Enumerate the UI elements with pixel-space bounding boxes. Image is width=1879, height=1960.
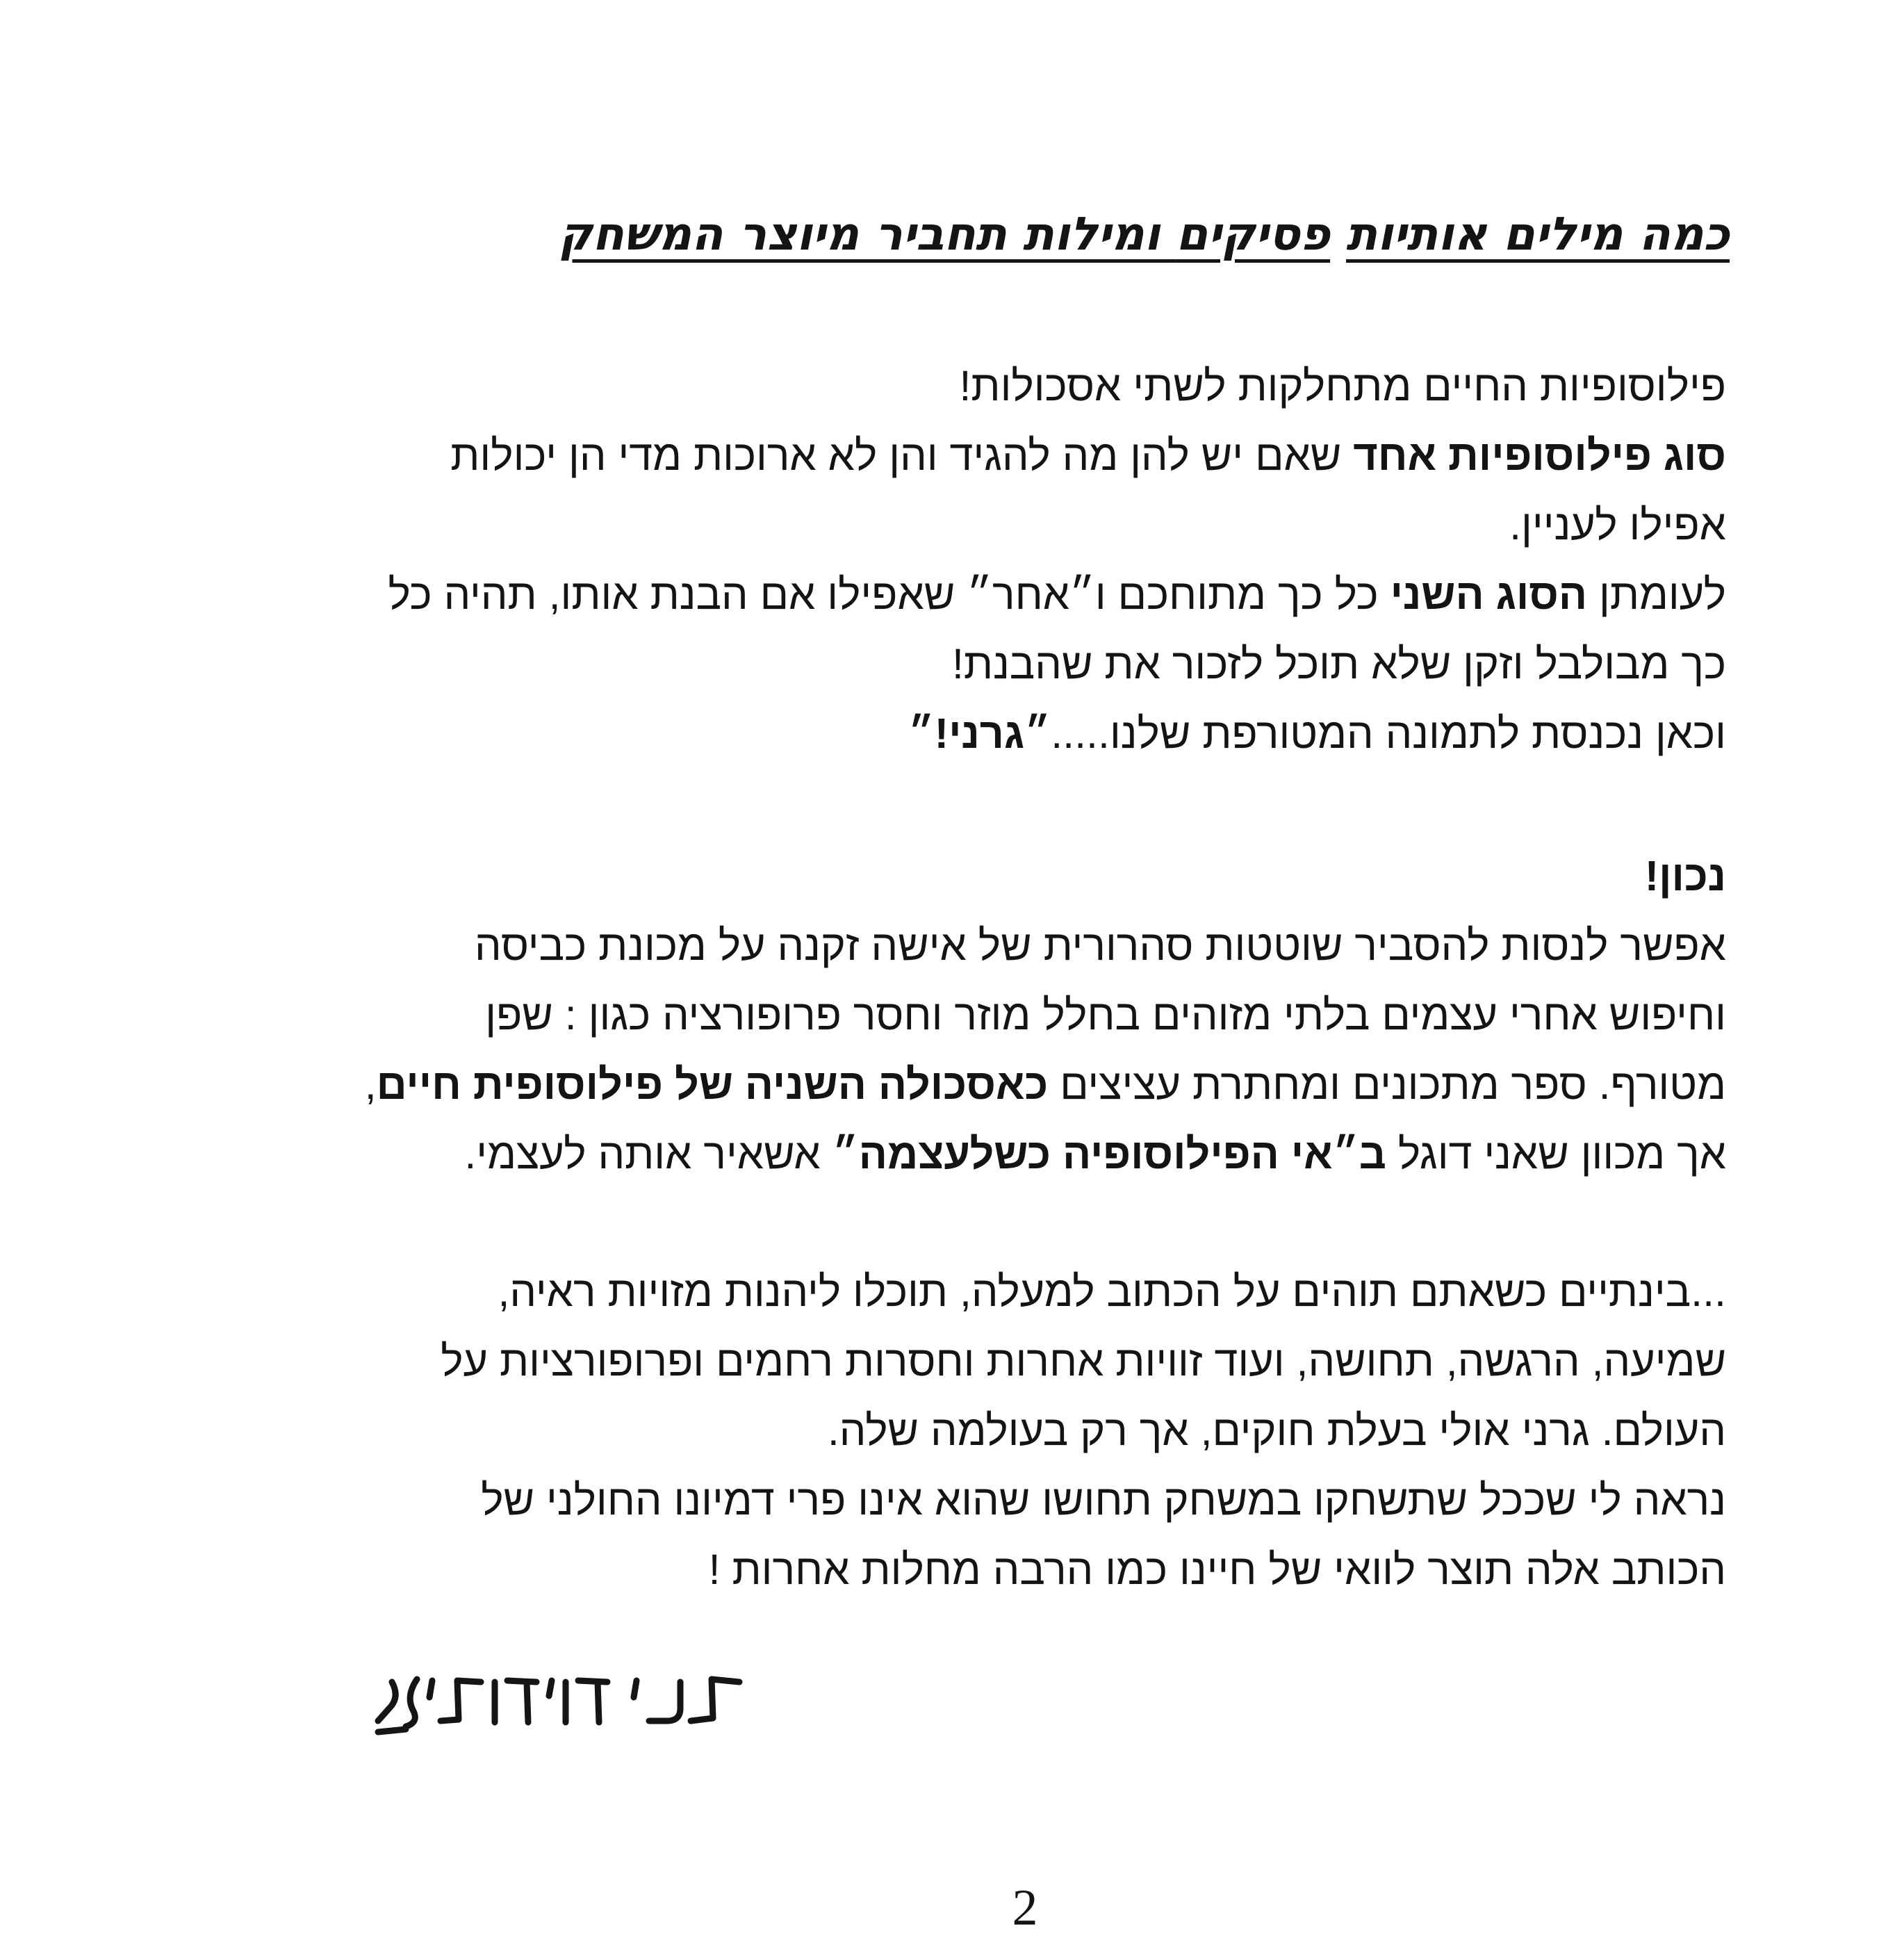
title-part-5: ומילות תחביר מיוצר המשחק [559, 207, 1176, 261]
text-line: נראה לי שככל שתשחקו במשחק תחושו שהוא אינו פרי דמיונו החולני של [481, 1476, 1726, 1524]
text-line: אפשר לנסות להסביר שוטטות סהרורית של אישה זקנה על מכונת כביסה [474, 922, 1726, 969]
paragraph-philosophies [183, 351, 1726, 768]
text-line [183, 1050, 1726, 1119]
text-run: אשאיר אותה לעצמי. [464, 1130, 832, 1177]
text-line: כך מבולבל וזקן שלא תוכל לזכור את שהבנת! [951, 640, 1726, 687]
text-line: שמיעה, הרגשה, תחושה, ועוד זוויות אחרות וחסרות רחמים ופרופורציות על [441, 1337, 1726, 1385]
page-number: 2 [1012, 1879, 1038, 1936]
text-line [183, 560, 1726, 629]
text-line: העולם. גרני אולי בעלת חוקים, אך רק בעולמה שלה. [827, 1407, 1726, 1454]
bold-phrase: ״גרני!״ [908, 710, 1051, 757]
paragraph-correct [183, 841, 1726, 1189]
text-run: מטורף. ספר מתכונים ומחתרת עציצים [1048, 1061, 1726, 1108]
text-line: ...בינתיים כשאתם תוהים על הכתוב למעלה, תוכלו ליהנות מזויות ראיה, [498, 1268, 1726, 1315]
text-line [183, 1119, 1726, 1189]
text-line: אפילו לעניין. [1509, 501, 1726, 548]
bold-phrase: כאסכולה השניה של פילוסופית חיים [376, 1061, 1049, 1108]
text-line: הכותב אלה תוצר לוואי של חיינו כמו הרבה מחלות אחרות ! [708, 1546, 1726, 1593]
text-run: לעומתן [1587, 571, 1726, 618]
paragraph-heading: נכון! [1644, 852, 1726, 899]
text-run: , [364, 1061, 377, 1108]
text-run: אך מכוון שאני דוגל [1386, 1130, 1726, 1177]
handwritten-signature [364, 1654, 753, 1745]
title-part-4: פסיקים [1176, 207, 1331, 261]
title-part-1: כמה מילים [1487, 207, 1730, 261]
text-run: כל כך מתוחכם ו״אחר״ שאפילו אם הבנת אותו, תהיה כל [388, 571, 1390, 618]
text-run: שאם יש להן מה להגיד והן לא ארוכות מדי הן יכולות [450, 432, 1354, 479]
page-title [305, 207, 1730, 261]
title-part-2: אותיות [1346, 207, 1488, 261]
text-line [183, 699, 1726, 768]
bold-phrase: סוג פילוסופיות אחד [1353, 432, 1726, 479]
title-part-3 [1330, 207, 1346, 261]
text-line: פילוסופיות החיים מתחלקות לשתי אסכולות! [959, 362, 1726, 409]
bold-phrase: הסוג השני [1390, 571, 1588, 618]
bold-phrase: ב״אי הפילוסופיה כשלעצמה״ [832, 1130, 1386, 1177]
paragraph-meanwhile [183, 1257, 1726, 1604]
text-line [183, 420, 1726, 490]
text-line: וחיפוש אחרי עצמים בלתי מזוהים בחלל מוזר וחסר פרופורציה כגון : שפן [485, 991, 1726, 1038]
text-run: וכאן נכנסת לתמונה המטורפת שלנו..... [1051, 710, 1726, 757]
